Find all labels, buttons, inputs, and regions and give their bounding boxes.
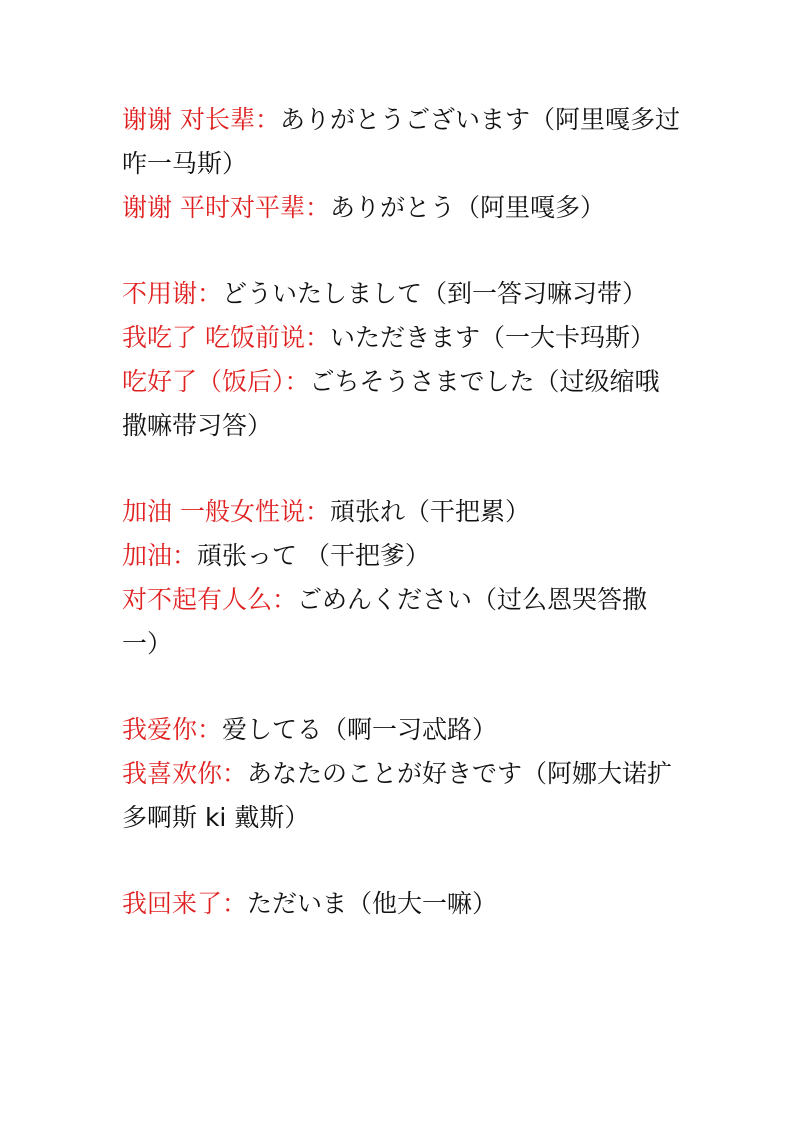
phrase-label: 加油 一般女性说： [122,497,330,526]
phrase-text: いただきます（一大卡玛斯） [329,323,655,352]
paragraph-gap [122,666,682,708]
phrase-entry [122,752,682,840]
phrase-text: ありがとう（阿里嘎多） [329,193,605,222]
paragraph-gap [122,840,682,882]
phrase-entry [122,272,682,316]
phrase-label: 加油： [122,541,198,570]
phrase-text: ありがとうございます（阿里嘎多过咋一马斯） [122,105,680,178]
phrase-entry [122,708,682,752]
phrase-entry [122,360,682,448]
paragraph-gap [122,230,682,272]
phrase-label: 我爱你： [122,715,223,744]
phrase-label: 我吃了 吃饭前说： [122,323,330,352]
phrase-label: 对不起有人么： [122,585,298,614]
phrase-text: 頑张って （干把爹） [197,541,430,570]
phrase-entry [122,490,682,534]
phrase-text: あなたのことが好きです（阿娜大诺扩多啊斯 ki 戴斯） [122,759,673,832]
phrase-entry [122,316,682,360]
phrase-entry [122,578,682,666]
phrase-label: 吃好了（饭后）： [122,367,310,396]
phrase-label: 谢谢 平时对平辈： [122,193,330,222]
phrase-label: 谢谢 对长辈： [122,105,280,134]
phrase-label: 我回来了： [122,889,248,918]
phrase-text: ごめんください（过么恩哭答撒一） [122,585,648,658]
phrase-text: 爱してる（啊一习忒路） [222,715,498,744]
phrase-text: どういたしまして（到一答习嘛习带） [222,279,648,308]
phrase-label: 不用谢： [122,279,223,308]
paragraph-gap [122,448,682,490]
phrase-list [122,98,682,926]
phrase-label: 我喜欢你： [122,759,248,788]
phrase-entry [122,186,682,230]
phrase-text: ごちそうさまでした（过级缩哦撒嘛带习答） [122,367,660,440]
phrase-entry [122,882,682,926]
phrase-entry [122,534,682,578]
phrase-entry [122,98,682,186]
phrase-text: ただいま（他大一嘛） [247,889,498,918]
phrase-text: 頑张れ（干把累） [329,497,530,526]
